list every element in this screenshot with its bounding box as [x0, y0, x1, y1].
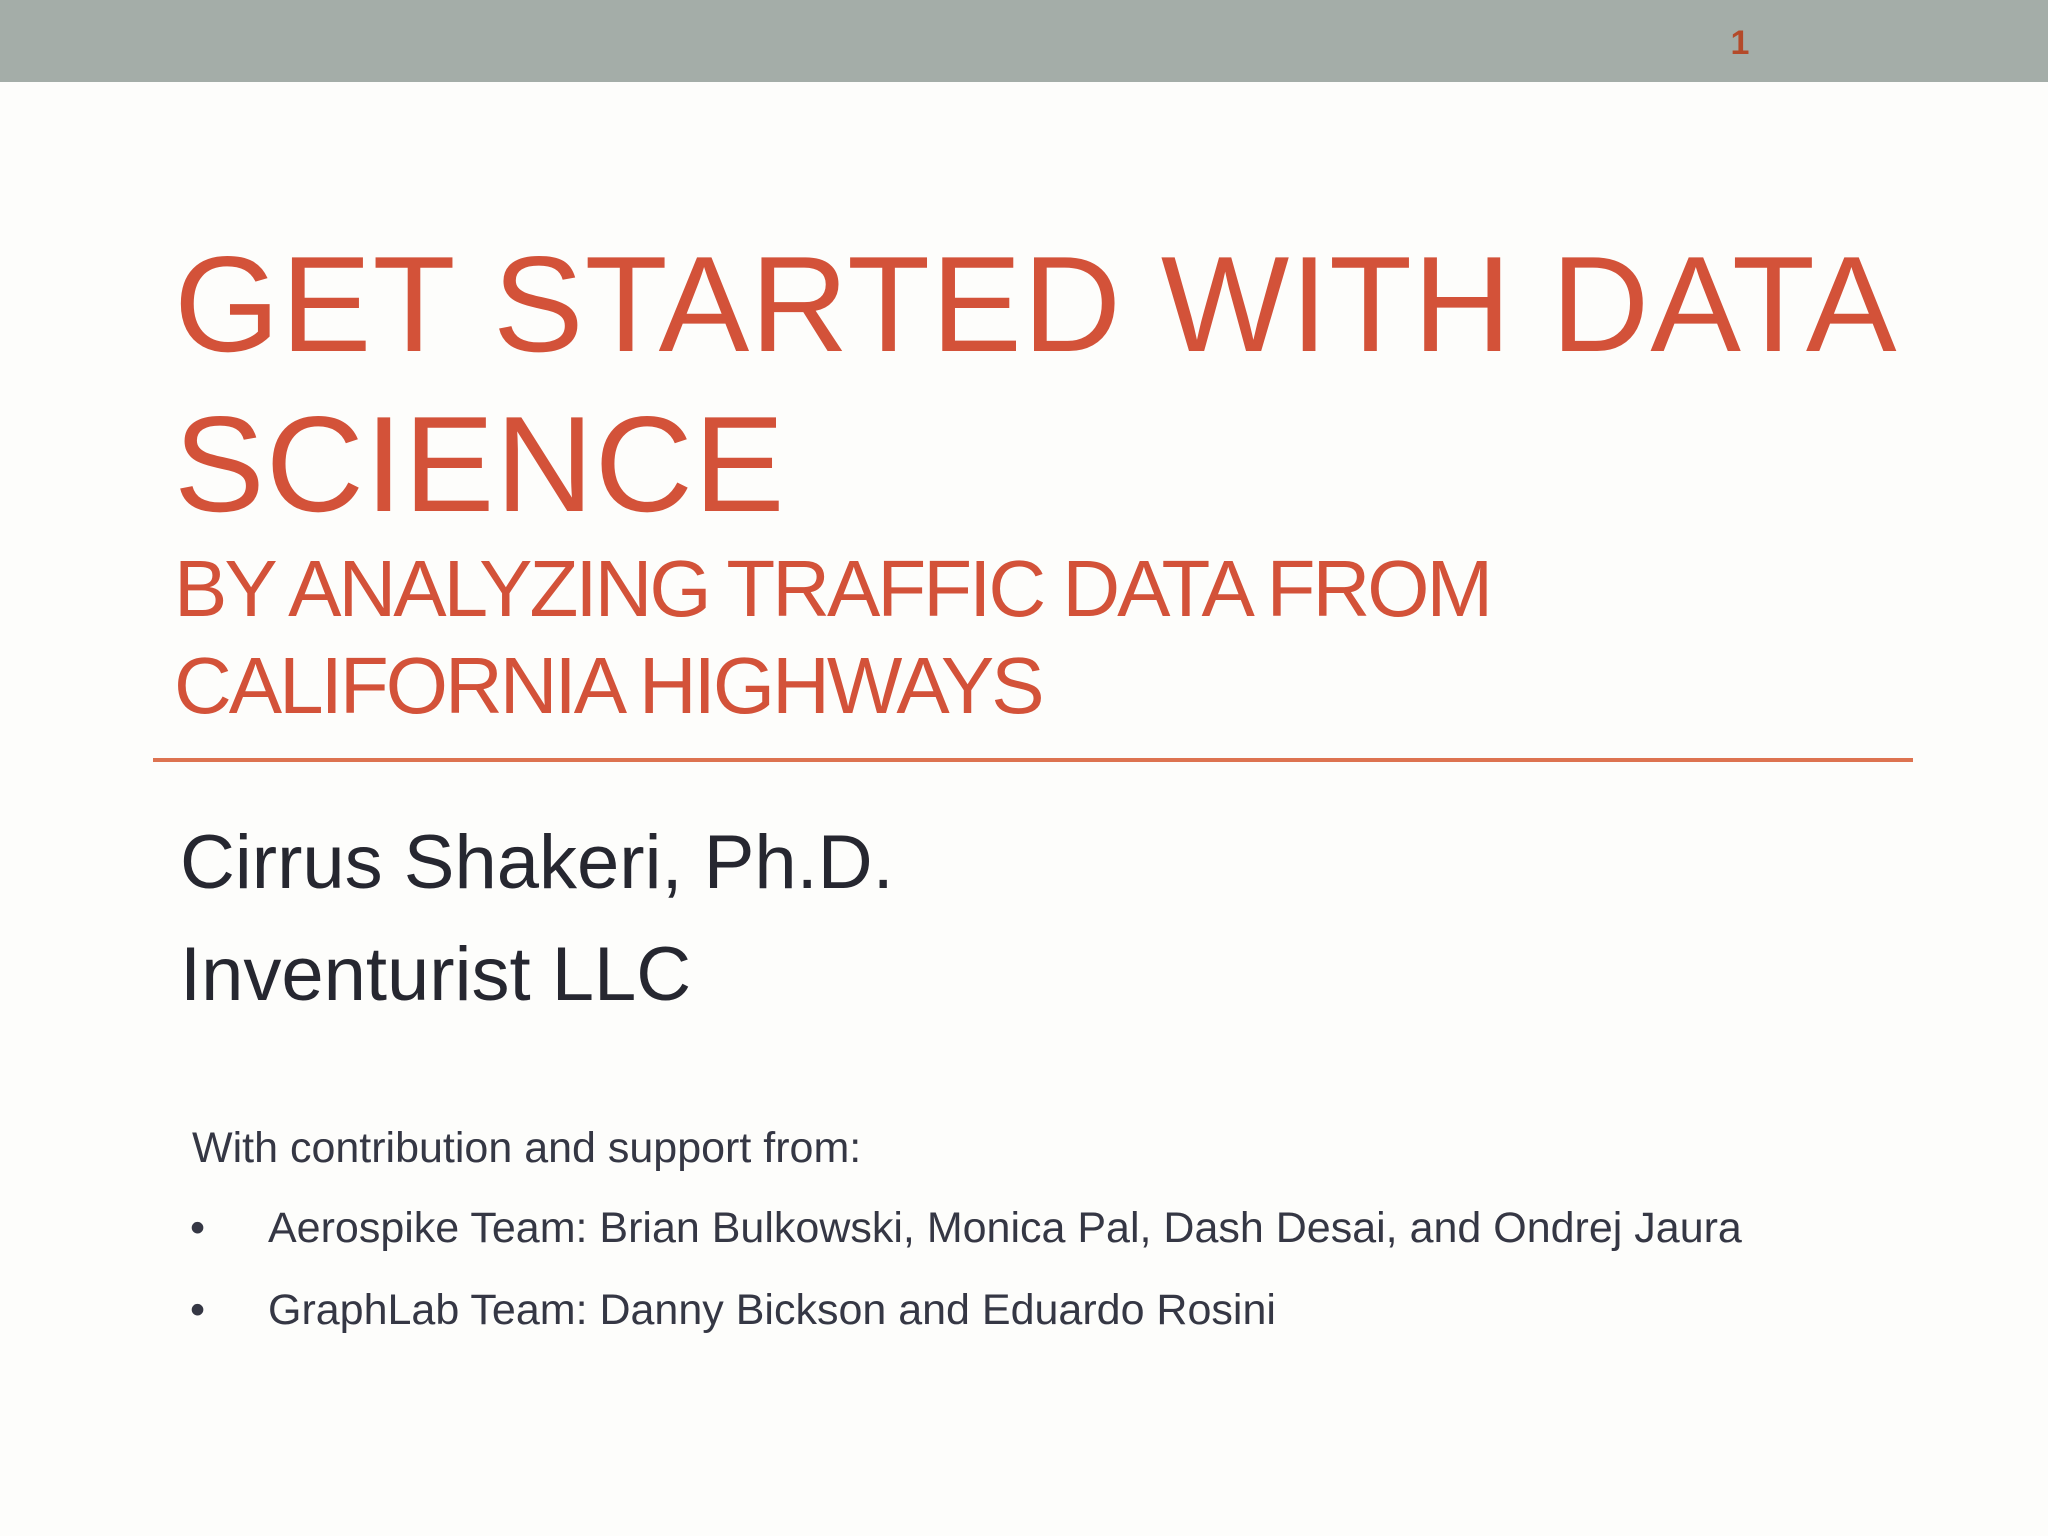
- title-line-1: GET STARTED WITH DATA: [174, 228, 1898, 380]
- header-bar: [0, 0, 2048, 82]
- bullet-icon: •: [190, 1286, 206, 1334]
- subtitle-line-1: BY ANALYZING TRAFFIC DATA FROM: [174, 544, 1491, 633]
- contribution-intro: With contribution and support from:: [192, 1124, 862, 1172]
- slide-subtitle: [174, 540, 1774, 734]
- author-name: Cirrus Shakeri, Ph.D.: [180, 820, 894, 905]
- slide-number: 1: [1730, 24, 1750, 62]
- title-line-2: SCIENCE: [174, 388, 786, 540]
- slide-title: [174, 224, 1994, 544]
- contributor-graphlab: GraphLab Team: Danny Bickson and Eduardo Rosini: [268, 1286, 1276, 1334]
- bullet-icon: •: [190, 1204, 206, 1252]
- organization-name: Inventurist LLC: [180, 932, 692, 1017]
- subtitle-line-2: CALIFORNIA HIGHWAYS: [174, 641, 1042, 730]
- contributor-aerospike: Aerospike Team: Brian Bulkowski, Monica Pal, Dash Desai, and Ondrej Jaura: [268, 1204, 1742, 1252]
- title-divider: [153, 758, 1913, 762]
